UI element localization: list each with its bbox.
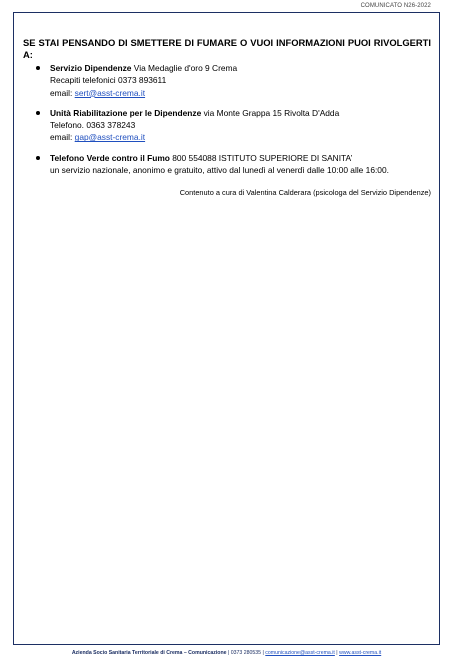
contact-address: Via Medaglie d'oro 9 Crema: [131, 63, 238, 73]
contact-name: Telefono Verde contro il Fumo: [50, 152, 170, 163]
contact-title-line: [50, 152, 436, 164]
contact-address: 800 554088 ISTITUTO SUPERIORE DI SANITA’: [169, 152, 353, 163]
page-heading: SE STAI PENSANDO DI SMETTERE DI FUMARE O VUOI INFORMAZIONI PUOI RIVOLGERTI A:: [23, 37, 431, 60]
contact-description: un servizio nazionale, anonimo e gratuito, attivo dal lunedì al venerdì dalle 10:00 alle 16:00.: [50, 165, 389, 176]
contact-name: Unità Riabilitazione per le Dipendenze: [50, 107, 202, 118]
footer-website-link[interactable]: www.asst-crema.it: [339, 650, 382, 656]
contact-name: Servizio Dipendenze: [50, 63, 132, 73]
footer-email-link[interactable]: comunicazione@asst-crema.it: [265, 650, 335, 656]
content-credit: Contenuto a cura di Valentina Calderara (psicologa del Servizio Dipendenze): [179, 188, 431, 197]
email-link[interactable]: sert@asst-crema.it: [74, 87, 146, 98]
document-code: COMUNICATO N26-2022: [360, 3, 431, 9]
contact-address: via Monte Grappa 15 Rivolta D'Adda: [201, 107, 340, 118]
bullet-icon: [36, 111, 40, 115]
contact-email-line: [50, 87, 436, 99]
email-label: email:: [50, 87, 75, 98]
contact-email-line: [50, 131, 436, 143]
footer-separator: |: [226, 650, 231, 656]
bullet-icon: [36, 156, 40, 160]
contact-title-line: [50, 107, 436, 119]
bullet-icon: [36, 66, 40, 70]
list-item-unita-riabilitazione: [36, 107, 436, 144]
footer-organization: Azienda Socio Sanitaria Territoriale di Crema – Comunicazione: [71, 650, 227, 656]
email-link[interactable]: gap@asst-crema.it: [74, 132, 146, 143]
contact-phone: Telefono. 0363 378243: [50, 120, 136, 131]
contact-title-line: [50, 62, 436, 74]
page-footer: [0, 650, 453, 656]
footer-phone: 0373 280535: [230, 650, 262, 656]
contact-phone: Recapiti telefonici 0373 893611: [50, 75, 167, 86]
contacts-list: [36, 62, 436, 184]
footer-separator: |: [334, 650, 340, 656]
footer-separator: |: [261, 650, 266, 656]
list-item-telefono-verde: [36, 152, 436, 177]
email-label: email:: [50, 132, 75, 143]
list-item-servizio-dipendenze: [36, 62, 436, 99]
